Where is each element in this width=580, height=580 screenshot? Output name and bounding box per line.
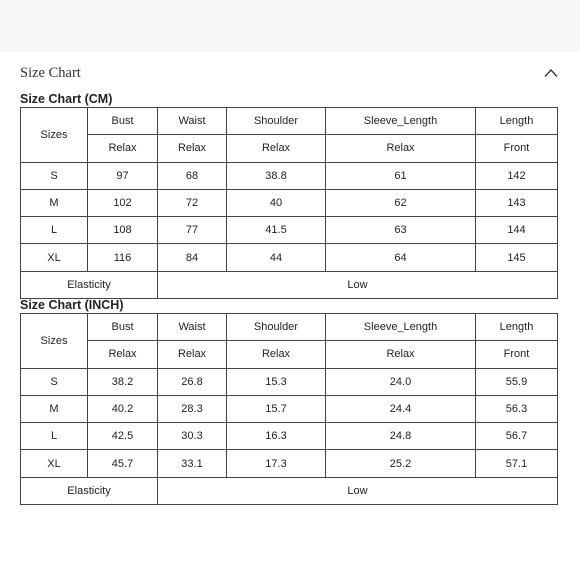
bust-cell: 38.2 xyxy=(88,368,158,395)
column-header-shoulder: Shoulder xyxy=(227,108,326,135)
column-header-waist: Waist xyxy=(158,108,227,135)
length-cell: 56.3 xyxy=(476,395,558,422)
waist-cell: 84 xyxy=(158,244,227,271)
waist-cell: 26.8 xyxy=(158,368,227,395)
sleeve-length-cell: 24.0 xyxy=(326,368,476,395)
length-cell: 144 xyxy=(476,217,558,244)
subheader-bust: Relax xyxy=(88,135,158,162)
header-row xyxy=(21,314,558,341)
bust-cell: 40.2 xyxy=(88,395,158,422)
shoulder-cell: 17.3 xyxy=(227,450,326,477)
table-row xyxy=(21,423,558,450)
column-header-length: Length xyxy=(476,108,558,135)
elasticity-value: Low xyxy=(158,271,558,298)
size-cell: L xyxy=(21,217,88,244)
size-chart-cm-title: Size Chart (CM) xyxy=(20,92,113,106)
elasticity-row xyxy=(21,271,558,298)
table-row xyxy=(21,217,558,244)
column-header-bust: Bust xyxy=(88,108,158,135)
bust-cell: 108 xyxy=(88,217,158,244)
table-row xyxy=(21,450,558,477)
chevron-up-icon[interactable] xyxy=(544,68,558,78)
sizes-header: Sizes xyxy=(21,108,88,163)
sizes-header: Sizes xyxy=(21,314,88,369)
subheader-waist: Relax xyxy=(158,341,227,368)
bust-cell: 42.5 xyxy=(88,423,158,450)
bust-cell: 97 xyxy=(88,162,158,189)
column-header-waist: Waist xyxy=(158,314,227,341)
sleeve-length-cell: 25.2 xyxy=(326,450,476,477)
column-header-shoulder: Shoulder xyxy=(227,314,326,341)
size-chart-accordion-header[interactable] xyxy=(20,64,560,86)
column-header-bust: Bust xyxy=(88,314,158,341)
shoulder-cell: 44 xyxy=(227,244,326,271)
size-cell: M xyxy=(21,395,88,422)
subheader-row xyxy=(21,135,558,162)
elasticity-label: Elasticity xyxy=(21,477,158,504)
length-cell: 56.7 xyxy=(476,423,558,450)
size-cell: XL xyxy=(21,244,88,271)
column-header-sleeve-length: Sleeve_Length xyxy=(326,314,476,341)
column-header-sleeve-length: Sleeve_Length xyxy=(326,108,476,135)
sleeve-length-cell: 64 xyxy=(326,244,476,271)
waist-cell: 33.1 xyxy=(158,450,227,477)
shoulder-cell: 38.8 xyxy=(227,162,326,189)
shoulder-cell: 41.5 xyxy=(227,217,326,244)
header-row xyxy=(21,108,558,135)
elasticity-label: Elasticity xyxy=(21,271,158,298)
size-cell: M xyxy=(21,189,88,216)
sleeve-length-cell: 24.8 xyxy=(326,423,476,450)
waist-cell: 72 xyxy=(158,189,227,216)
waist-cell: 30.3 xyxy=(158,423,227,450)
table-row xyxy=(21,162,558,189)
table-row xyxy=(21,189,558,216)
shoulder-cell: 16.3 xyxy=(227,423,326,450)
size-cell: S xyxy=(21,162,88,189)
sleeve-length-cell: 63 xyxy=(326,217,476,244)
size-cell: XL xyxy=(21,450,88,477)
sleeve-length-cell: 61 xyxy=(326,162,476,189)
elasticity-value: Low xyxy=(158,477,558,504)
subheader-shoulder: Relax xyxy=(227,341,326,368)
subheader-length: Front xyxy=(476,135,558,162)
subheader-row xyxy=(21,341,558,368)
bust-cell: 102 xyxy=(88,189,158,216)
size-chart-section-title: Size Chart xyxy=(20,65,81,81)
length-cell: 142 xyxy=(476,162,558,189)
shoulder-cell: 15.7 xyxy=(227,395,326,422)
waist-cell: 77 xyxy=(158,217,227,244)
waist-cell: 28.3 xyxy=(158,395,227,422)
table-row xyxy=(21,368,558,395)
bust-cell: 45.7 xyxy=(88,450,158,477)
table-row xyxy=(21,395,558,422)
subheader-sleeve-length: Relax xyxy=(326,135,476,162)
length-cell: 55.9 xyxy=(476,368,558,395)
waist-cell: 68 xyxy=(158,162,227,189)
subheader-waist: Relax xyxy=(158,135,227,162)
length-cell: 145 xyxy=(476,244,558,271)
size-chart-inch-title: Size Chart (INCH) xyxy=(20,298,124,312)
subheader-bust: Relax xyxy=(88,341,158,368)
subheader-length: Front xyxy=(476,341,558,368)
shoulder-cell: 15.3 xyxy=(227,368,326,395)
column-header-length: Length xyxy=(476,314,558,341)
subheader-shoulder: Relax xyxy=(227,135,326,162)
length-cell: 143 xyxy=(476,189,558,216)
length-cell: 57.1 xyxy=(476,450,558,477)
sleeve-length-cell: 24.4 xyxy=(326,395,476,422)
elasticity-row xyxy=(21,477,558,504)
shoulder-cell: 40 xyxy=(227,189,326,216)
size-chart-inch-table xyxy=(20,313,558,505)
bust-cell: 116 xyxy=(88,244,158,271)
size-chart-cm-table xyxy=(20,107,558,299)
sleeve-length-cell: 62 xyxy=(326,189,476,216)
size-cell: L xyxy=(21,423,88,450)
top-background-band xyxy=(0,0,580,52)
table-row xyxy=(21,244,558,271)
subheader-sleeve-length: Relax xyxy=(326,341,476,368)
size-cell: S xyxy=(21,368,88,395)
